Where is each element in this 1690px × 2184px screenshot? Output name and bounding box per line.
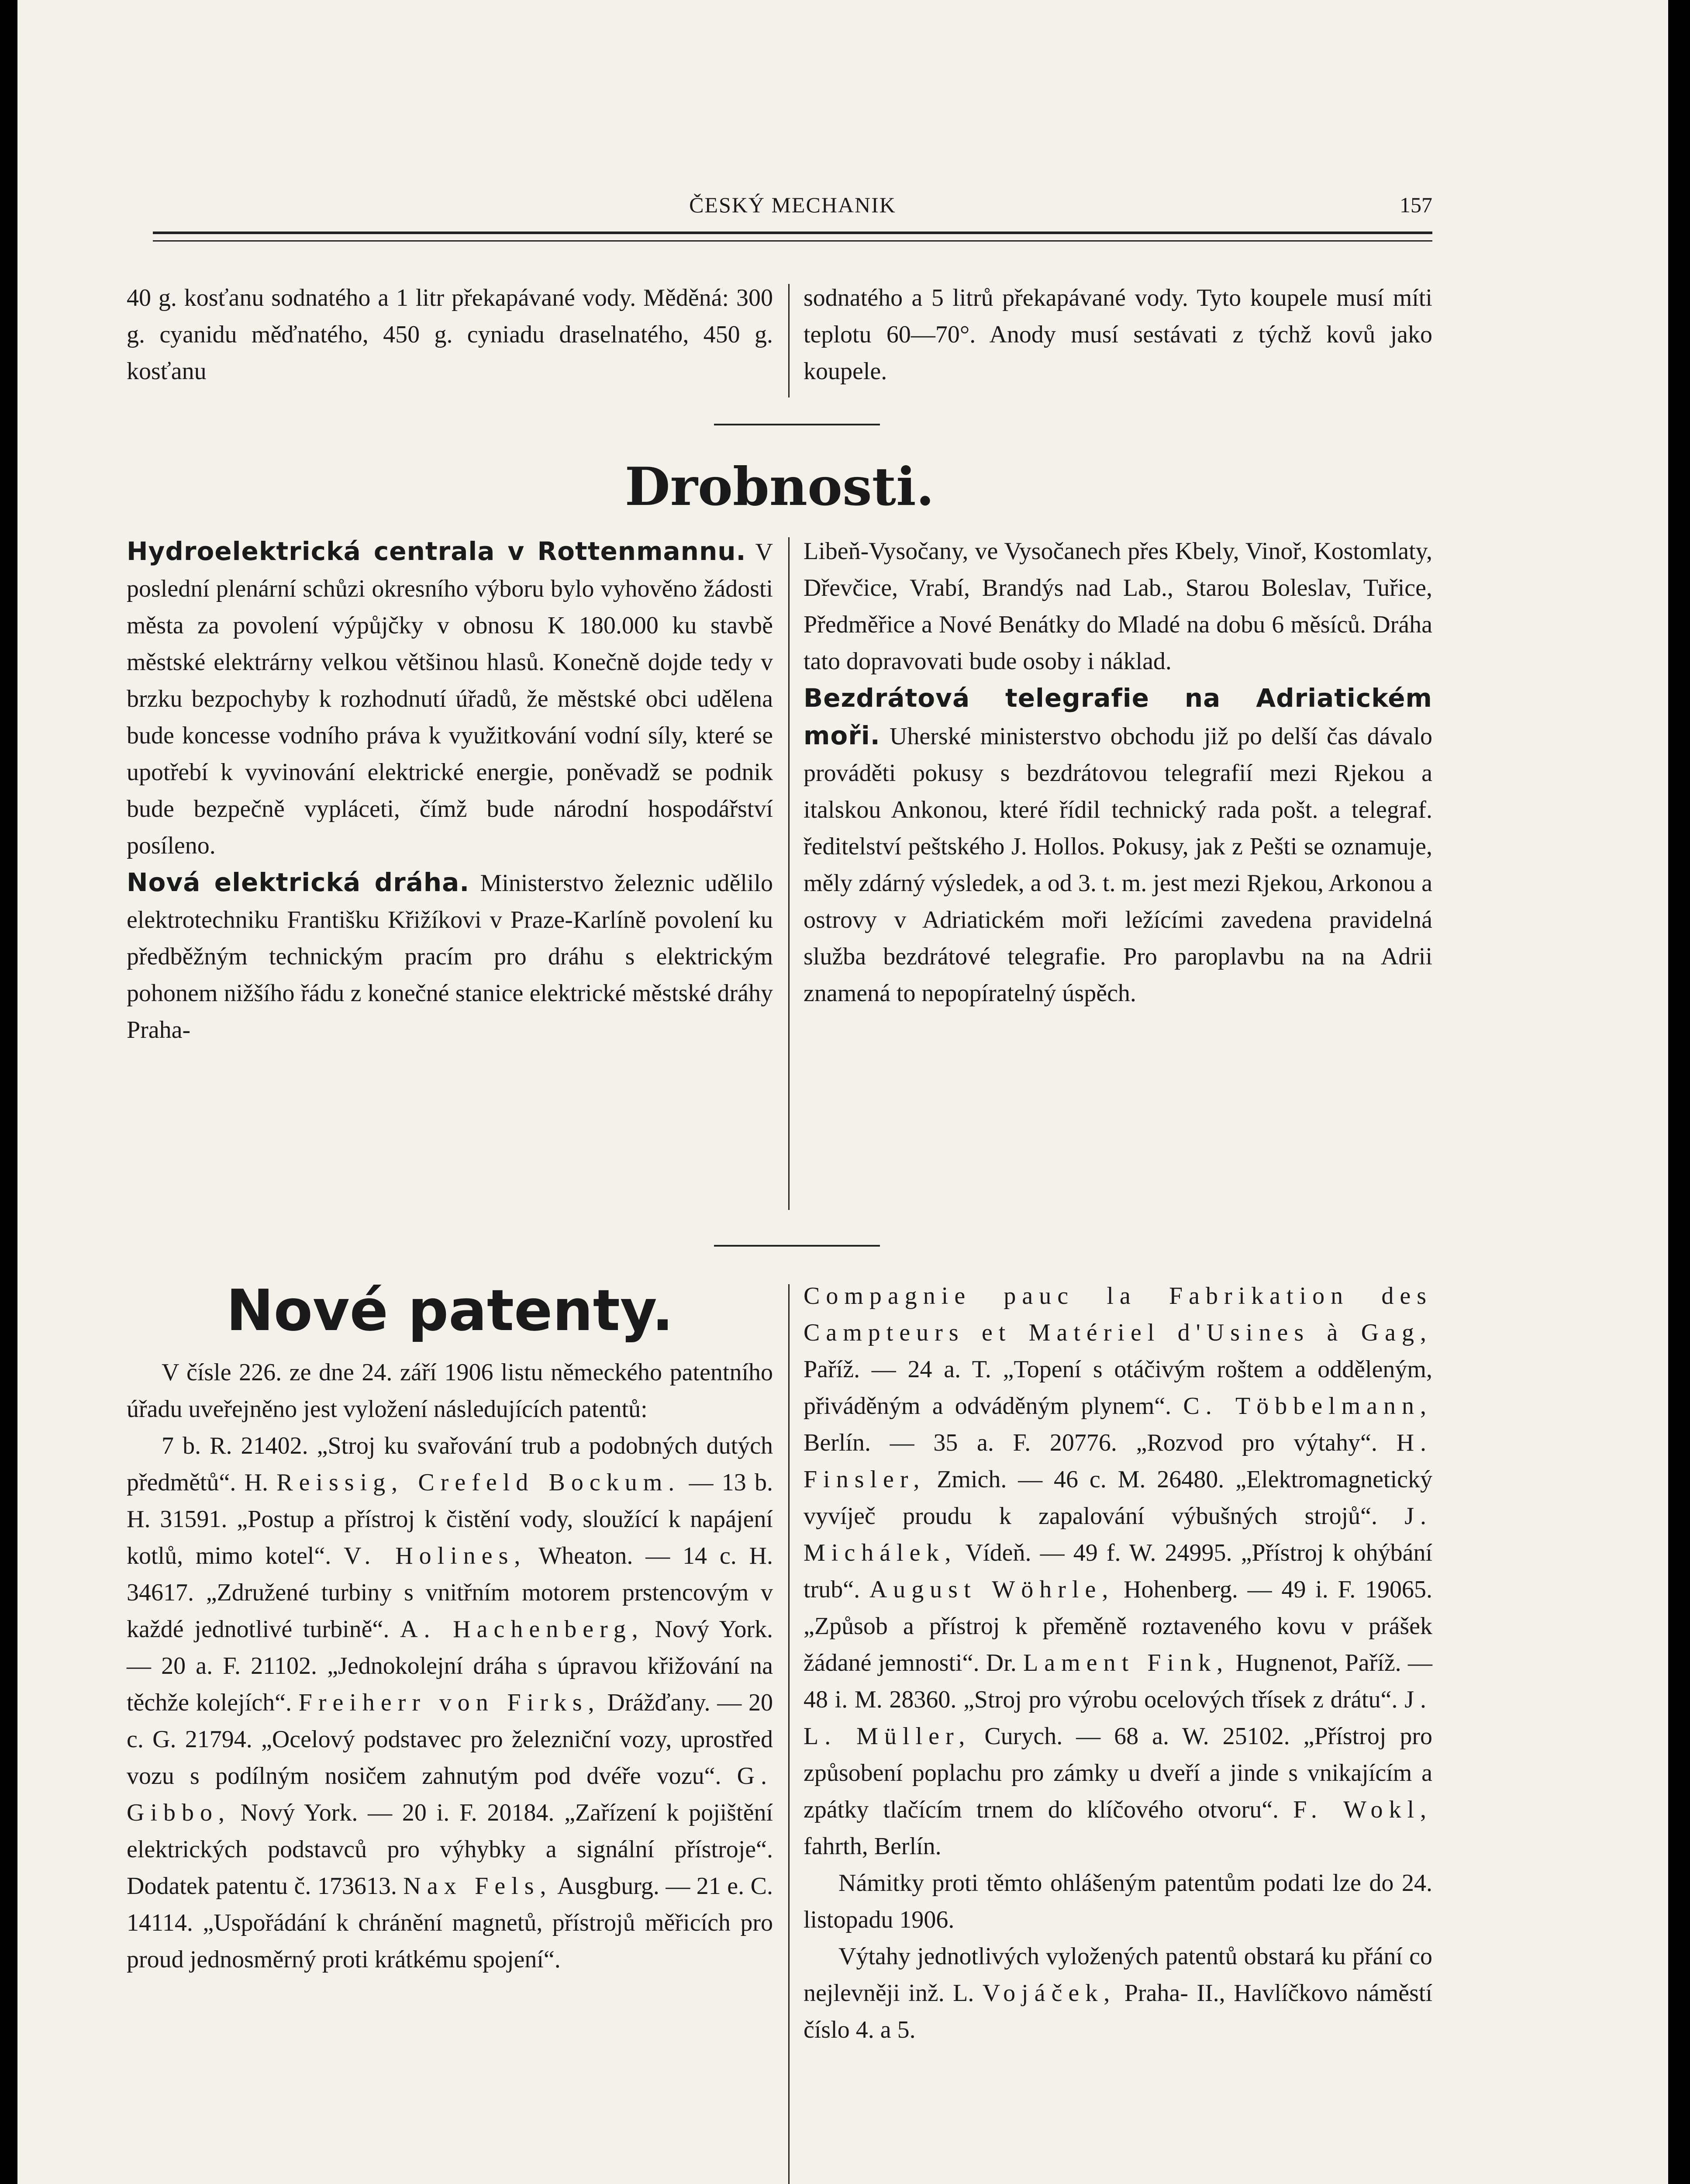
top-right-text: sodnatého a 5 litrů překapávané vody. Tyto koupele musí míti teplotu 60—70°. Anody musí sestávati z týchž kovů jako koupele. <box>804 284 1432 385</box>
header-rule-thin <box>153 240 1432 242</box>
patent-holder: Freiherr von Firks, <box>298 1689 600 1716</box>
article-hydro-title: Hydroelektrická centrala v Rottenmannu. <box>127 536 746 566</box>
patent-holder: V. Holines, <box>344 1542 527 1569</box>
article-hydro <box>127 533 773 864</box>
article-draha <box>127 864 773 1048</box>
column-divider <box>788 284 790 397</box>
note-text: Výtahy jednotlivých vyložených patentů obstará ku přání co nejlevněji inž. L. <box>804 1943 1432 2007</box>
patent-holder: Reissig, Crefeld Bockum. <box>276 1469 681 1496</box>
patent-entry: Ausgburg. — 21 e. C. 14114. „Uspořádání k chránění magnetů, přístrojů měřicích pro proud jednosměrný proti krátkému spojení“. <box>127 1873 773 1973</box>
patent-entry: Berlín. — 35 a. F. 20776. „Rozvod pro výtahy“. <box>804 1429 1377 1456</box>
article-telegrafie <box>804 680 1432 1012</box>
patenty-right-column <box>804 1278 1432 2048</box>
page-header <box>153 192 1432 218</box>
patent-holder: J. Michálek, <box>804 1503 1432 1566</box>
patent-entry: Zmich. — 46 c. M. 26480. „Elektromagnetický vyvíječ proudu k zapalování výbušných strojů“. <box>804 1466 1432 1530</box>
patent-entry: Hugnenot, Paříž. — 48 i. M. 28360. „Stroj pro výrobu ocelových třísek z drátu“. <box>804 1649 1432 1713</box>
patenty-intro: V čísle 226. ze dne 24. září 1906 listu německého patentního úřadu uveřejněno jest vyložení následujících patentů: <box>127 1359 773 1423</box>
patent-entry: Nový York. — 20 i. F. 20184. „Zařízení k pojištění elektrických podstavců pro výhybky a signální přístroje“. Dodatek patentu č. 173613. <box>127 1799 773 1900</box>
patent-entry: Wheaton. — 14 c. H. 34617. „Združené turbiny s vnitřním motorem prstencovým v každé jednotlivé turbině“. <box>127 1542 773 1643</box>
section-separator <box>714 424 880 425</box>
patent-entry: Vídeň. — 49 f. W. 24995. „Přístroj k ohýbání trub“. <box>804 1539 1432 1603</box>
patent-entry: 7 b. R. 21402. „Stroj ku svařování trub a podobných dutých předmětů“. H. <box>127 1432 773 1496</box>
drobnosti-heading: Drobnosti. <box>624 456 935 518</box>
drobnosti-left-column <box>127 533 773 1048</box>
patenty-left-column <box>127 1354 773 1978</box>
article-draha-continued: Libeň-Vysočany, ve Vysočanech přes Kbely, Vinoř, Kostomlaty, Dřevčice, Vrabí, Brandýs nad Lab., Starou Boleslav, Tuřice, Předměřice a Nové Benátky do Mladé na dobu 6 měsíců. Dráha tato dopravovati bude osoby i náklad. <box>804 538 1432 675</box>
patent-holder: Nax Fels, <box>403 1873 552 1900</box>
patent-entry: Drážďany. — 20 c. G. 21794. „Ocelový podstavec pro železniční vozy, uprostřed vozu s podílným nosičem zahnutým pod dvéře vozu“. <box>127 1689 773 1790</box>
patent-holder: Lament Fink, <box>1023 1649 1229 1676</box>
patent-entry: Nový York. — 20 a. F. 21102. „Jednokolejní dráha s úpravou křižování na těchže kolejích“. <box>127 1616 773 1716</box>
running-title: ČESKÝ MECHANIK <box>689 193 896 217</box>
section-separator <box>714 1245 880 1247</box>
column-divider <box>788 1284 790 2184</box>
top-left-column <box>127 280 773 390</box>
top-right-column <box>804 280 1432 390</box>
patent-entry: Hohenberg. — 49 i. F. 19065. „Způsob a přístroj k přeměně roztaveného kovu v prášek žádané jemnosti“. Dr. <box>804 1576 1433 1676</box>
patent-list-left <box>127 1427 773 1978</box>
patent-holder: A. Hachenberg, <box>400 1616 644 1643</box>
note-address: Praha- II., Havlíčkovo náměstí číslo 4. a 5. <box>804 1980 1433 2043</box>
patent-list-right <box>804 1278 1432 1865</box>
column-divider <box>788 537 790 1210</box>
patent-holder: Compagnie pauc la Fabrikation des Campteurs et Matériel d'Usines à Gag, <box>804 1282 1432 1346</box>
patent-entry: Curych. — 68 a. W. 25102. „Přístroj pro způsobení poplachu pro zámky u dveří a jinde s vnikajícím a zpátky tlačícím trnem do klíčového otvoru“. <box>804 1723 1433 1823</box>
patent-holder: C. Többelmann, <box>1183 1393 1433 1420</box>
patent-holder: August Wöhrle, <box>869 1576 1114 1603</box>
patent-holder: J. L. Müller, <box>804 1686 1433 1750</box>
note-name: Vojáček, <box>982 1980 1116 2007</box>
patenty-note-extracts <box>804 1938 1432 2048</box>
top-left-text: 40 g. kosťanu sodnatého a 1 litr překapávané vody. Měděná: 300 g. cyanidu měďnatého, 450 g. cyniadu draselnatého, 450 g. kosťanu <box>127 284 773 385</box>
patenty-note-objections: Námitky proti těmto ohlášeným patentům podati lze do 24. listopadu 1906. <box>804 1870 1432 1933</box>
patent-entry: fahrth, Berlín. <box>804 1833 942 1860</box>
drobnosti-right-column <box>804 533 1432 1012</box>
patent-holder: H. Finsler, <box>804 1429 1433 1493</box>
patenty-heading: Nové patenty. <box>226 1277 674 1344</box>
patent-holder: F. Wokl, <box>1293 1796 1433 1823</box>
article-draha-title: Nová elektrická dráha. <box>127 867 470 897</box>
article-telegrafie-title: Bezdrátová telegrafie na Adriatickém moři. <box>804 683 1432 750</box>
patent-entry: Paříž. — 24 a. T. „Topení s otáčivým roštem a odděleným, přiváděným a odváděným plynem“. <box>804 1356 1432 1420</box>
article-draha-text: Ministerstvo železnic udělilo elektrotechniku Františku Křižíkovi v Praze-Karlíně povolení ku předběžným technickým pracím pro dráhu s elektrickým pohonem nižšího řádu z konečné stanice elektrické městské dráhy Praha- <box>127 870 773 1044</box>
scanned-page <box>17 0 1668 2184</box>
header-rule <box>153 232 1432 234</box>
page-number: 157 <box>1400 193 1432 217</box>
patent-holder: G. Gibbo, <box>127 1762 773 1826</box>
article-hydro-text: V poslední plenární schůzi okresního výboru bylo vyhověno žádosti města za povolení výpůjčky v obnosu K 180.000 ku stavbě městské elektrárny velkou většinou hlasů. Konečně dojde tedy v brzku bezpochyby k rozhodnutí úřadů, že městské obci udělena bude koncesse vodního práva k využitkování vodní síly, které se upotřebí k vyvinování elektrické energie, poněvadž se podnik bude bezpečně vypláceti, čímž bude národní hospodářství posíleno. <box>127 539 773 859</box>
article-telegrafie-text: Uherské ministerstvo obchodu již po delší čas dávalo prováděti pokusy s bezdrátovou telegrafií mezi Rjekou a italskou Ankonou, které řídil technický rada pošt. a telegraf. ředitelství peštského J. Hollos. Pokusy, jak z Pešti se oznamuje, měly zdárný výsledek, a od 3. t. m. jest mezi Rjekou, Arkonou a ostrovy v Adriatickém moři ležícími zavedena pravidelná služba bezdrátové telegrafie. Pro paroplavbu na na Adrii znamená to nepopíratelný úspěch. <box>804 723 1433 1007</box>
patent-entry: — 13 b. H. 31591. „Postup a přístroj k čistění vody, sloužící k napájení kotlů, mimo kotel“. <box>127 1469 773 1569</box>
